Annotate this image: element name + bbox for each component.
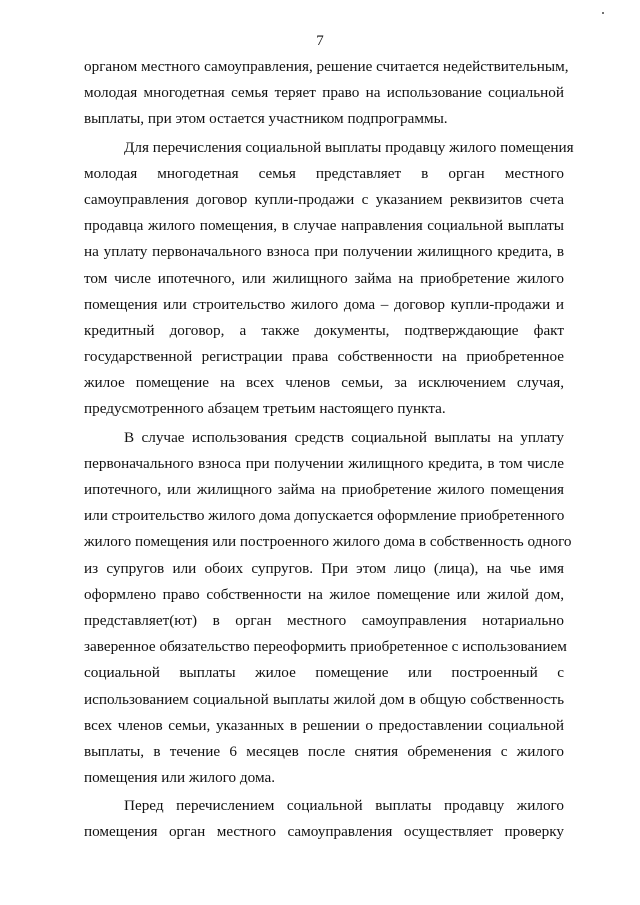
text-line: Перед перечислением социальной выплаты продавцу жилого xyxy=(124,797,564,815)
document-body xyxy=(84,54,574,846)
paragraph xyxy=(84,793,564,845)
text-line: оформлено право собственности на жилое помещение или жилой дом, xyxy=(84,585,564,603)
text-line: представляет(ют) в орган местного самоуправления нотариально xyxy=(84,611,564,629)
text-line: государственной регистрации права собственности на приобретенное xyxy=(84,348,564,366)
paragraph xyxy=(84,135,574,423)
text-line: всех членов семьи, указанных в решении о предоставлении социальной xyxy=(84,716,564,734)
text-line: продавца жилого помещения, в случае направления социальной выплаты xyxy=(84,217,564,235)
paragraph xyxy=(84,425,572,792)
text-line: органом местного самоуправления, решение считается недействительным, xyxy=(84,58,569,75)
text-line: социальной выплаты жилое помещение или построенный с xyxy=(84,664,564,682)
text-line: молодая многодетная семья теряет право на использование социальной xyxy=(84,84,564,102)
paragraph xyxy=(84,54,569,133)
text-line: В случае использования средств социальной выплаты на уплату xyxy=(124,428,564,446)
text-line: молодая многодетная семья представляет в орган местного xyxy=(84,164,564,182)
text-line: или строительство жилого дома допускается оформление приобретенного xyxy=(84,507,565,525)
text-line: жилого помещения или построенного жилого дома в собственность одного xyxy=(84,533,572,551)
text-line: помещения или строительство жилого дома – договор купли-продажи и xyxy=(84,295,564,313)
scan-speck xyxy=(602,12,604,14)
text-line: помещения или жилого дома. xyxy=(84,769,275,787)
text-line: помещения орган местного самоуправления осуществляет проверку xyxy=(84,823,564,841)
text-line: ипотечного, или жилищного займа на приобретение жилого помещения xyxy=(84,481,564,498)
text-line: выплаты, при этом остается участником подпрограммы. xyxy=(84,110,448,128)
text-line: Для перечисления социальной выплаты продавцу жилого помещения xyxy=(124,138,574,156)
text-line: жилое помещение на всех членов семьи, за исключением случая, xyxy=(84,374,564,392)
text-line: предусмотренного абзацем третьим настоящего пункта. xyxy=(84,400,446,418)
text-line: первоначального взноса при получении жилищного кредита, в том числе xyxy=(84,454,564,472)
text-line: том числе ипотечного, или жилищного займа на приобретение жилого xyxy=(84,269,564,287)
text-line: самоуправления договор купли-продажи с указанием реквизитов счета xyxy=(84,190,564,208)
text-line: использованием социальной выплаты жилой дом в общую собственность xyxy=(84,690,564,708)
text-line: из супругов или обоих супругов. При этом лицо (лица), на чье имя xyxy=(84,559,564,577)
page-number: 7 xyxy=(316,33,324,49)
text-line: кредитный договор, а также документы, подтверждающие факт xyxy=(84,321,564,339)
text-line: заверенное обязательство переоформить приобретенное с использованием xyxy=(84,638,567,656)
text-line: выплаты, в течение 6 месяцев после снятия обременения с жилого xyxy=(84,742,564,760)
text-line: на уплату первоначального взноса при получении жилищного кредита, в xyxy=(84,243,564,261)
